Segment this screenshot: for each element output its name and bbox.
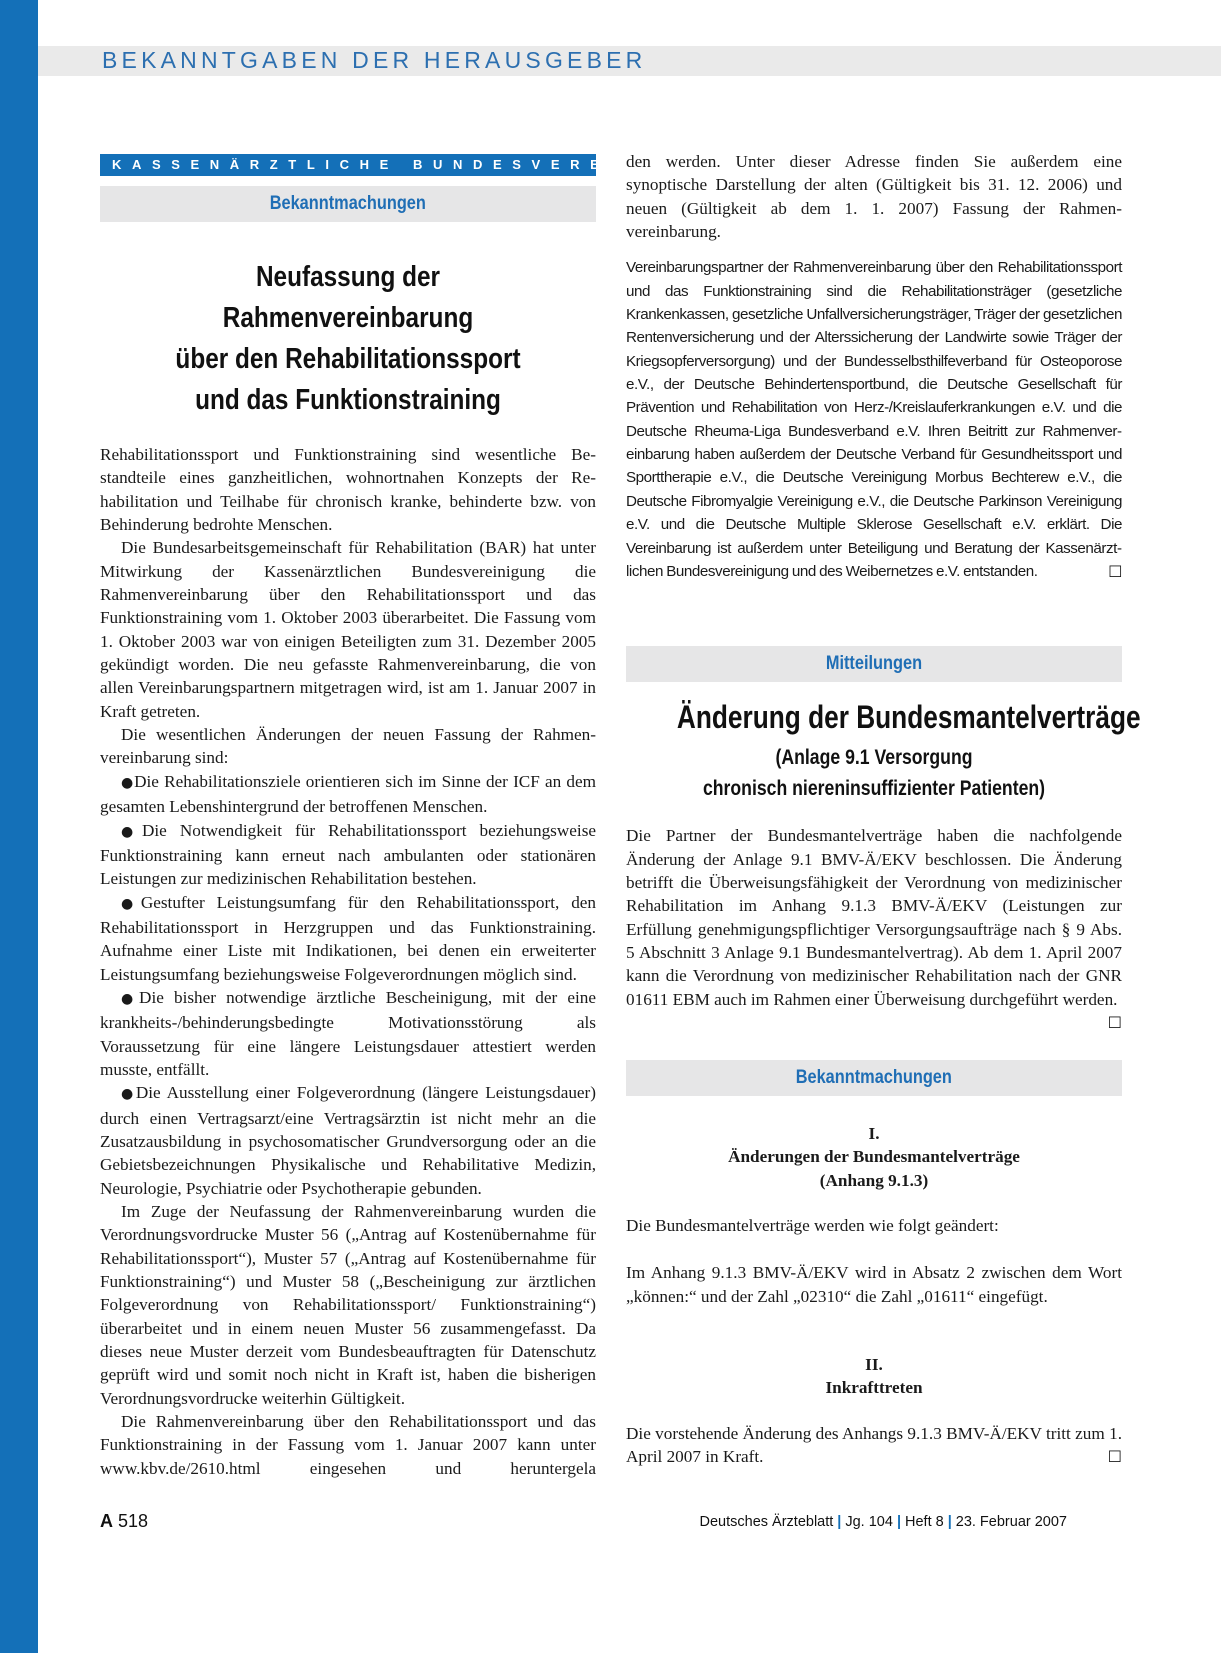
part-one-numeral: I. <box>868 1123 880 1143</box>
partners-note-body: Vereinbarungspartner der Rahmenvereinbarung über den Rehabilitationssport und das Funktionstraining sind die Rehabilitationsträger (gesetzliche Krankenkassen, gesetzliche Unfallversicherungsträger, Träger der gesetzlichen Rentenversicherung und der Alterssicherung der Landwirte sowie Träger der Kriegsopferversorgung) und der Bundesselbsthilfeverband für Osteoporose e.V., der Deutsche Behindertensportbund, die Deutsche Gesellschaft für Prävention und Rehabilitation von Herz-/Kreislauferkrankungen e.V. und die Deutsche Rheuma-Liga Bundesverband e.V. Ihren Beitritt zur Rahmenvereinbarung haben außerdem der Deutsche Verband für Gesundheitssport und Sporttherapie e.V., die Deutsche Vereinigung Morbus Bechterew e.V., die Deutsche Fibromyalgie Vereinigung e.V., die Deutsche Parkinson Vereinigung e.V. und die Deutsche Multiple Sklerose Gesellschaft e.V. erklärt. Die Vereinbarung ist außerdem unter Beteiligung und Beratung der Kassenärztlichen Bundesvereinigung und des Weibernetzes e.V. entstanden. <box>626 259 1122 580</box>
paragraph: den werden. Unter dieser Adresse finden Sie außerdem eine synoptische Darstellung der alten (Gültigkeit bis 31. 12. 2006) und neuen (Gültigkeit ab dem 1. 1. 2007) Fassung der Rahmenvereinbarung. <box>626 152 1122 242</box>
article-title-line: über den Rehabilitationssport <box>175 343 521 375</box>
journal-issue: Heft 8 <box>905 1514 944 1530</box>
subtitle-line: chronisch niereninsuffizienter Patienten) <box>702 777 1046 801</box>
separator-icon: | <box>947 1514 952 1530</box>
announcement-title-text: Änderung der Bundesmantelverträge <box>676 699 1141 736</box>
article-body <box>100 443 596 1480</box>
article-title <box>100 257 596 421</box>
part-two-text: Die vorstehende Änderung des Anhangs 9.1.3 BMV-Ä/EKV tritt zum 1. April 2007 in Kraft. <box>626 1423 1122 1467</box>
article-title-line: Neufassung der <box>255 261 441 293</box>
paragraph: Die wesentlichen Änderungen der neuen Fassung der Rahmenvereinbarung sind: <box>100 725 596 768</box>
announcement-body <box>626 824 1122 1032</box>
paragraph: Im Anhang 9.1.3 BMV-Ä/EKV wird in Absatz 2 zwischen dem Wort „können:“ und der Zahl „02310“ die Zahl „01611“ eingefügt. <box>626 1263 1122 1306</box>
page-side-bar <box>0 0 38 1653</box>
bullet-text: Die Rehabilitationsziele orientieren sich im Sinne der ICF an dem gesamten Lebenshintergrund der betroffenen Menschen. <box>100 771 596 817</box>
bullet-item <box>100 986 596 1081</box>
bullet-text: Die Ausstellung einer Folgeverordnung (längere Leistungsdauer) durch einen Vertragsarzt/eine Vertragsärztin ist nicht mehr an die Zusatzausbildung in psychosomatischer Grundversorgung oder an die Gebietsbezeichnungen Physikalische und Rehabilitative Medizin, Neurologie, Psychiatrie oder Psychotherapie gebunden. <box>100 1083 596 1198</box>
article-title-line: und das Funktionstraining <box>195 384 501 416</box>
section-label-bekanntmachungen <box>100 186 596 222</box>
part-two-numeral: II. <box>865 1355 883 1374</box>
bullet-icon: ● <box>121 823 142 840</box>
bullet-text: Die bisher notwendige ärztliche Bescheinigung, mit der eine krankheits-/behinderungsbedingte Motivationsstörung als Voraussetzung für eine längere Leistungsdauer attestiert werden musste, entfällt. <box>100 987 597 1079</box>
bullet-item <box>100 819 596 891</box>
bullet-icon: ● <box>121 1086 136 1103</box>
right-column <box>626 150 1141 1468</box>
announcement-body-text: Die Partner der Bundesmantelverträge haben die nachfolgende Änderung der Anlage 9.1 BMV-Ä/EKV beschlossen. Die Änderung betrifft die Überweisungsfähigkeit der Verordnung von medizinischer Rehabilitation im Anhang 9.1.3 BMV-Ä/EKV (Leistungen zur Erfüllung genehmigungspflichtiger Versorgungsaufträge nach § 9 Abs. 5 Abschnitt 3 Anlage 9.1 Bundesmantelvertrag). Ab dem 1. April 2007 kann die Verordnung von medizinischer Rehabilitation nach der GNR 01611 EBM auch im Rahmen einer Überweisung durchgeführt werden. <box>626 826 1122 1009</box>
bullet-icon: ● <box>121 895 141 912</box>
partners-note <box>626 256 1122 583</box>
end-mark-icon: ☐ <box>1108 561 1122 581</box>
paragraph <box>626 1422 1122 1469</box>
part-two-body <box>626 1422 1122 1469</box>
paragraph <box>626 824 1122 1032</box>
article-continuation <box>626 150 1122 243</box>
bullet-text: Die Notwendigkeit für Rehabilitationssport beziehungsweise Funktionstraining kann erneut nach ambulanten oder stationären Leistungen zur medizinischen Rehabilitation bestehen. <box>100 820 597 889</box>
paragraph: Die Bundesmantelverträge werden wie folgt geändert: <box>626 1215 999 1235</box>
page-number <box>100 1511 148 1532</box>
separator-icon: | <box>896 1514 901 1530</box>
page-prefix: A <box>100 1511 113 1531</box>
bullet-item <box>100 891 596 986</box>
part-one-title: Änderungen der Bundesmantelverträge <box>728 1147 1020 1167</box>
announcement-subtitle <box>626 742 1122 804</box>
journal-info <box>700 1514 1068 1530</box>
organization-bar: KASSENÄRZTLICHE BUNDESVEREINIGUNG <box>100 154 596 176</box>
bullet-icon: ● <box>121 990 140 1007</box>
section-label-bekanntmachungen-2 <box>626 1060 1122 1096</box>
bullet-icon: ● <box>121 774 135 791</box>
section-label-text: Bekanntmachungen <box>269 193 427 214</box>
section-label-mitteilungen <box>626 646 1122 682</box>
announcement-title <box>626 696 1141 738</box>
running-header: BEKANNTGABEN DER HERAUSGEBER <box>102 47 647 73</box>
bullet-item <box>100 770 596 819</box>
section-label-text: Mitteilungen <box>825 653 923 675</box>
journal-date: 23. Februar 2007 <box>955 1514 1067 1530</box>
separator-icon: | <box>837 1514 842 1530</box>
part-two-title: Inkrafttreten <box>825 1378 923 1398</box>
subtitle-line: (Anlage 9.1 Versorgung <box>775 746 973 770</box>
partners-note-text <box>626 256 1122 583</box>
paragraph: Im Zuge der Neufassung der Rahmenvereinbarung wurden die Verordnungsvordrucke Muster 56 („Antrag auf Kostenübernahme für Rehabilitationssport“), Muster 57 („Antrag auf Kostenübernahme für Funktionstraining“) und Muster 58 („Bescheinigung zur ärztlichen Folgeverordnung von Rehabilitationssport/ Funktionstraining“) überarbeitet und in einem neuen Muster 56 zusammengefasst. Da dieses neue Muster derzeit vom Bundesbeauftragten für Datenschutz geprüft wird und somit noch nicht in Kraft ist, haben die bisherigen Verordnungsvordrucke weiterhin Gültigkeit. <box>100 1202 596 1408</box>
left-column <box>100 154 740 1480</box>
journal-name: Deutsches Ärzteblatt <box>699 1514 834 1530</box>
paragraph: Die Rahmenvereinbarung über den Rehabilitationssport und das Funktionstraining in der Fassung vom 1. Januar 2007 kann unter www.kbv.de/2610.html eingesehen und heruntergela <box>100 1412 596 1478</box>
part-one-subtitle: (Anhang 9.1.3) <box>819 1170 929 1190</box>
part-one-body <box>626 1214 1122 1308</box>
section-label-text: Bekanntmachungen <box>795 1066 953 1088</box>
bullet-text: Gestufter Leistungsumfang für den Rehabilitationssport, den Rehabilitationssport in Herzgruppen und das Funktionstraining. Aufnahme einer Liste mit Indikationen, bei denen ein erweiterter Leistungsumfang beziehungsweise Folgeverordnungen möglich sind. <box>100 892 597 984</box>
article-title-line: Rahmenvereinbarung <box>222 302 474 334</box>
end-mark-icon: ☐ <box>1107 1447 1122 1467</box>
paragraph: Die Bundesarbeitsgemeinschaft für Rehabilitation (BAR) hat unter Mitwirkung der Kassenärztlichen Bundesvereinigung die Rahmenvereinbarung über den Rehabilitationssport und das Funktionstraining vom 1. Oktober 2003 überarbeitet. Die Fassung vom 1. Oktober 2003 war von einigen Beteiligten zum 31. Dezember 2005 gekündigt worden. Die neu gefasste Rahmenvereinbarung, die von allen Vereinbarungspartnern mitgetragen wird, ist am 1. Januar 2007 in Kraft getreten. <box>100 538 596 721</box>
paragraph: Rehabilitationssport und Funktionstraining sind wesentliche Bestandteile eines ganzheitlichen, wohnortnahen Konzepts der Rehabilitation und Teilhabe für chronisch kranke, behinderte bzw. von Behinderung bedrohte Menschen. <box>100 445 596 535</box>
page-number-value: 518 <box>118 1511 149 1531</box>
end-mark-icon: ☐ <box>1107 1012 1122 1032</box>
journal-volume: Jg. 104 <box>845 1514 893 1530</box>
bullet-item <box>100 1081 596 1200</box>
